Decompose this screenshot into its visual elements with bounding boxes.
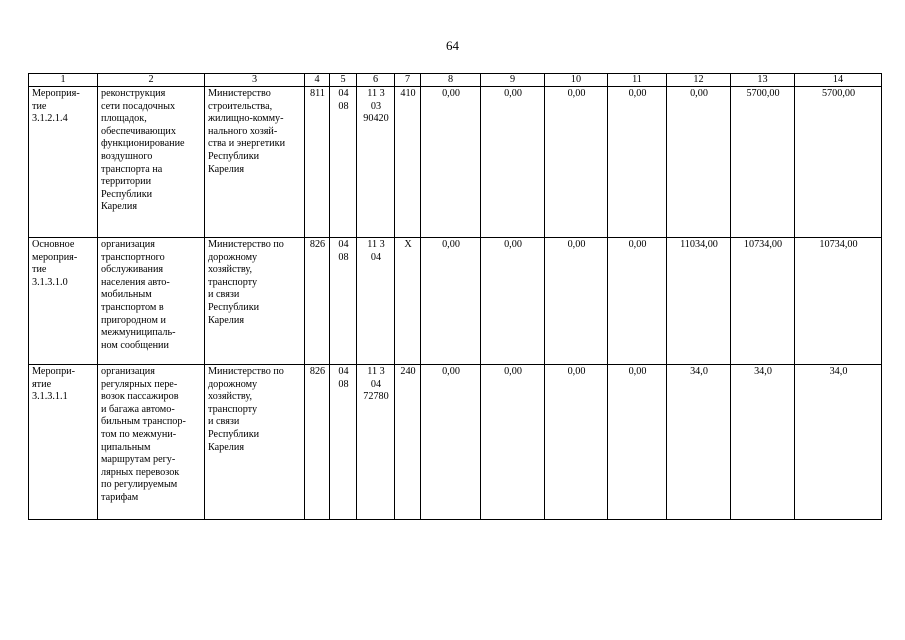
header-cell: 7: [395, 74, 421, 87]
grbs-cell: 811: [305, 87, 330, 238]
executor-cell: Министерство по дорожному хозяйству, транспорту и связи Республики Карелия: [205, 365, 305, 520]
event-code-cell: Меропри- ятие 3.1.3.1.1: [29, 365, 98, 520]
amount-cell: 0,00: [667, 87, 731, 238]
header-cell: 11: [608, 74, 667, 87]
amount-cell: 0,00: [545, 238, 608, 365]
grbs-cell: 826: [305, 365, 330, 520]
header-cell: 3: [205, 74, 305, 87]
header-cell: 4: [305, 74, 330, 87]
event-name-cell: организация регулярных пере- возок пассажиров и багажа автомо- бильным транспор- том по межмуни- ципальным маршрутам регу- лярных перевозок по регулируемым тарифам: [98, 365, 205, 520]
expense-type-cell: 240: [395, 365, 421, 520]
header-cell: 12: [667, 74, 731, 87]
amount-cell: 0,00: [481, 238, 545, 365]
header-cell: 13: [731, 74, 795, 87]
executor-cell: Министерство строительства, жилищно-комму- нального хозяй- ства и энергетики Республики Карелия: [205, 87, 305, 238]
amount-cell: 0,00: [481, 87, 545, 238]
grbs-cell: 826: [305, 238, 330, 365]
table-row: [29, 87, 882, 238]
event-name-cell: организация транспортного обслуживания населения авто- мобильным транспортом в пригородном и межмуниципаль- ном сообщении: [98, 238, 205, 365]
section-cell: 04 08: [330, 87, 357, 238]
amount-cell: 5700,00: [731, 87, 795, 238]
amount-cell: 10734,00: [731, 238, 795, 365]
header-cell: 14: [795, 74, 882, 87]
event-code-cell: Основное мероприя- тие 3.1.3.1.0: [29, 238, 98, 365]
executor-cell: Министерство по дорожному хозяйству, транспорту и связи Республики Карелия: [205, 238, 305, 365]
amount-cell: 34,0: [795, 365, 882, 520]
budget-table: [28, 73, 882, 520]
amount-cell: 34,0: [667, 365, 731, 520]
target-article-cell: 11 3 04 72780: [357, 365, 395, 520]
header-row: [29, 74, 882, 87]
section-cell: 04 08: [330, 238, 357, 365]
page-number: 64: [446, 38, 459, 53]
target-article-cell: 11 3 03 90420: [357, 87, 395, 238]
header-cell: 10: [545, 74, 608, 87]
header-cell: 1: [29, 74, 98, 87]
amount-cell: 10734,00: [795, 238, 882, 365]
section-cell: 04 08: [330, 365, 357, 520]
table-row: [29, 365, 882, 520]
event-name-cell: реконструкция сети посадочных площадок, обеспечивающих функционирование воздушного транспорта на территории Республики Карелия: [98, 87, 205, 238]
amount-cell: 34,0: [731, 365, 795, 520]
amount-cell: 0,00: [545, 365, 608, 520]
amount-cell: 0,00: [608, 365, 667, 520]
event-code-cell: Мероприя- тие 3.1.2.1.4: [29, 87, 98, 238]
target-article-cell: 11 3 04: [357, 238, 395, 365]
amount-cell: 0,00: [608, 238, 667, 365]
header-cell: 5: [330, 74, 357, 87]
amount-cell: 11034,00: [667, 238, 731, 365]
table-row: [29, 238, 882, 365]
amount-cell: 0,00: [421, 238, 481, 365]
header-cell: 8: [421, 74, 481, 87]
amount-cell: 0,00: [421, 87, 481, 238]
amount-cell: 0,00: [481, 365, 545, 520]
header-cell: 2: [98, 74, 205, 87]
amount-cell: 0,00: [545, 87, 608, 238]
header-cell: 6: [357, 74, 395, 87]
amount-cell: 0,00: [421, 365, 481, 520]
amount-cell: 0,00: [608, 87, 667, 238]
amount-cell: 5700,00: [795, 87, 882, 238]
expense-type-cell: X: [395, 238, 421, 365]
expense-type-cell: 410: [395, 87, 421, 238]
header-cell: 9: [481, 74, 545, 87]
